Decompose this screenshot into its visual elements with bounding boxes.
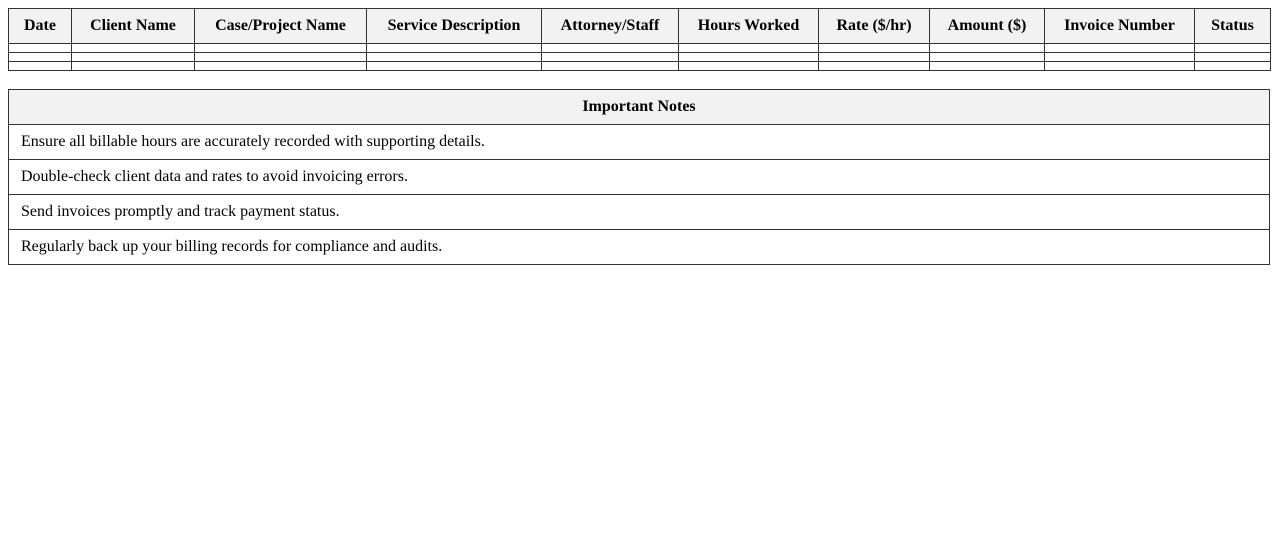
column-header: Case/Project Name xyxy=(195,9,367,44)
column-header: Service Description xyxy=(367,9,542,44)
table-cell[interactable] xyxy=(930,62,1045,71)
table-cell[interactable] xyxy=(679,62,819,71)
table-row xyxy=(9,62,1271,71)
billing-table xyxy=(8,8,1271,71)
note-row xyxy=(9,125,1270,160)
column-header: Hours Worked xyxy=(679,9,819,44)
table-cell[interactable] xyxy=(1195,53,1271,62)
table-cell[interactable] xyxy=(819,53,930,62)
table-cell[interactable] xyxy=(195,53,367,62)
table-cell[interactable] xyxy=(195,44,367,53)
note-item: Ensure all billable hours are accurately recorded with supporting details. xyxy=(9,125,1270,160)
table-cell[interactable] xyxy=(819,44,930,53)
table-cell[interactable] xyxy=(9,44,72,53)
note-item: Send invoices promptly and track payment status. xyxy=(9,195,1270,230)
table-cell[interactable] xyxy=(542,53,679,62)
table-cell[interactable] xyxy=(1195,44,1271,53)
column-header: Client Name xyxy=(72,9,195,44)
table-cell[interactable] xyxy=(542,62,679,71)
column-header: Amount ($) xyxy=(930,9,1045,44)
table-cell[interactable] xyxy=(1195,62,1271,71)
table-cell[interactable] xyxy=(1045,44,1195,53)
note-row xyxy=(9,230,1270,265)
note-item: Double-check client data and rates to avoid invoicing errors. xyxy=(9,160,1270,195)
table-cell[interactable] xyxy=(72,53,195,62)
table-cell[interactable] xyxy=(819,62,930,71)
notes-title: Important Notes xyxy=(9,90,1270,125)
table-cell[interactable] xyxy=(367,44,542,53)
table-cell[interactable] xyxy=(930,44,1045,53)
table-cell[interactable] xyxy=(9,62,72,71)
table-cell[interactable] xyxy=(367,62,542,71)
table-cell[interactable] xyxy=(1045,62,1195,71)
table-cell[interactable] xyxy=(72,44,195,53)
table-row xyxy=(9,44,1271,53)
table-cell[interactable] xyxy=(1045,53,1195,62)
table-row xyxy=(9,53,1271,62)
column-header: Attorney/Staff xyxy=(542,9,679,44)
column-header: Status xyxy=(1195,9,1271,44)
table-cell[interactable] xyxy=(9,53,72,62)
column-header: Date xyxy=(9,9,72,44)
note-row xyxy=(9,160,1270,195)
table-cell[interactable] xyxy=(195,62,367,71)
table-cell[interactable] xyxy=(679,53,819,62)
column-header: Rate ($/hr) xyxy=(819,9,930,44)
table-cell[interactable] xyxy=(72,62,195,71)
column-header: Invoice Number xyxy=(1045,9,1195,44)
note-row xyxy=(9,195,1270,230)
table-cell[interactable] xyxy=(930,53,1045,62)
table-cell[interactable] xyxy=(367,53,542,62)
note-item: Regularly back up your billing records for compliance and audits. xyxy=(9,230,1270,265)
notes-table xyxy=(8,89,1270,265)
table-cell[interactable] xyxy=(679,44,819,53)
table-cell[interactable] xyxy=(542,44,679,53)
header-row xyxy=(9,9,1271,44)
